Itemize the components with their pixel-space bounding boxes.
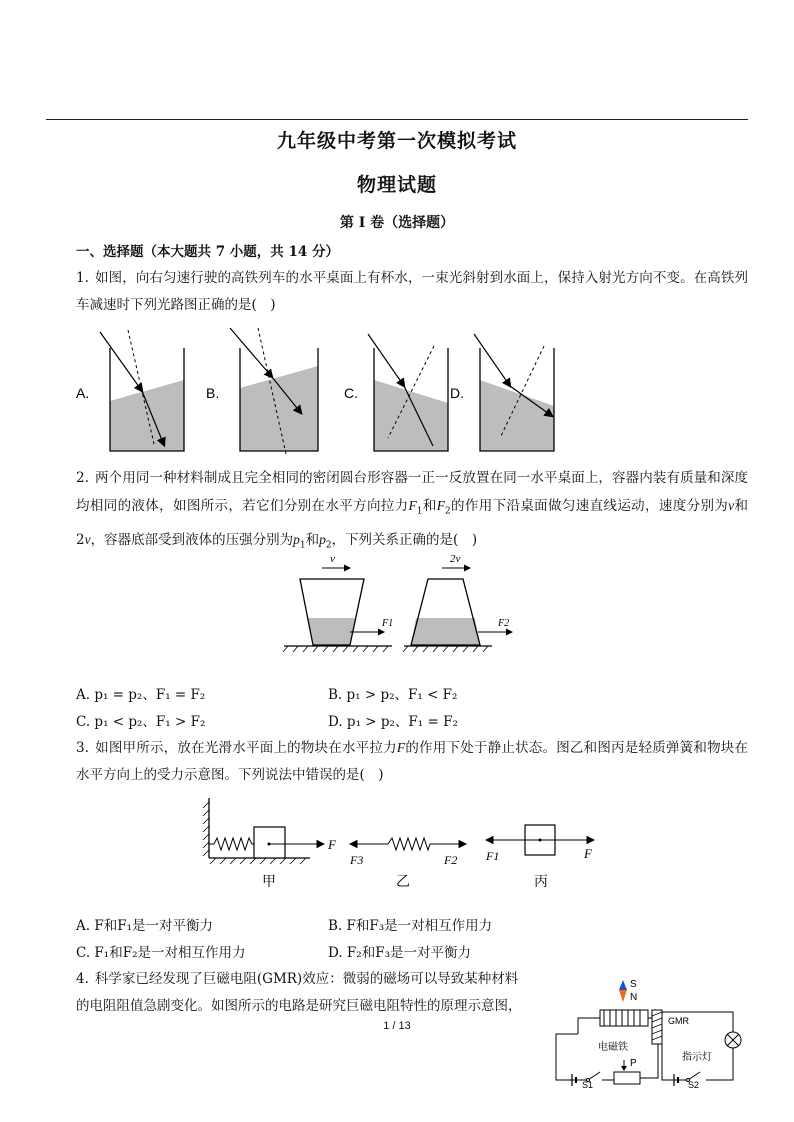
subject-title: 物理试题 (356, 174, 437, 196)
q3-option-a[interactable]: A. F和F₁是一对平衡力 (76, 918, 213, 934)
q2-option-c[interactable]: C. p₁ < p₂、F₁ > F₂ (76, 714, 206, 730)
q2-figure (280, 552, 520, 658)
q2-left-hatch (283, 646, 388, 652)
q3-caption-jia: 甲 (262, 873, 276, 889)
q2-velocity-label-2: 2v (450, 553, 461, 565)
volume-title: 第 I 卷（选择题） (339, 215, 455, 231)
q4-label-electromagnet: 电磁铁 (598, 1042, 628, 1053)
q3-block-jia (254, 827, 285, 858)
q1-label-a: A. (76, 385, 90, 401)
q3-force-label-f: F (328, 837, 336, 852)
q2-stem-d: ，下列关系正确的是( ) (331, 531, 478, 548)
q4-label-s: S (630, 979, 637, 990)
q3-stem-b: 的作用下处于静止状态。图乙和图丙是轻质弹簧和物块在水平方向上的受力示意图。下列说法中错误的是( ) (76, 740, 749, 783)
q4-switch-s1 (588, 1072, 600, 1080)
q2-right-hatch (403, 646, 488, 652)
q2-number: 2. (76, 470, 89, 486)
q4-label-lamp: 指示灯 (682, 1052, 712, 1063)
q1-a-water (110, 380, 184, 451)
q2-option-d[interactable]: D. p₁ > p₂、F₁ = F₂ (328, 714, 458, 730)
q3-option-c[interactable]: C. F₁和F₂是一对相互作用力 (76, 945, 246, 961)
q4-switch-s2 (688, 1072, 700, 1080)
q4-label-n: N (630, 992, 638, 1003)
q2-velocity-label-1: v (330, 553, 335, 565)
q3-caption-bing: 丙 (534, 873, 548, 889)
q3-force-label-f-bing: F (584, 846, 592, 861)
q2-text: 2. 两个用同一种材料制成且完全相同的密闭圆台形容器一正一反放置在同一水平桌面上，容器内装有质量和深度均相同的液体，如图所示，若它们分别在水平方向拉力$F_1$和$F_2$的作用下沿桌面做匀速直线运动，速度分别为v和2v，容器底部受到液体的压强分别为$p_1$和$p_2$，下列关系正确的是( ) (76, 470, 749, 551)
q4-line-2: 的电阻阻值急剧变化。如图所示的电路是研究巨磁电阻特性的原理示意图， (76, 998, 522, 1014)
q3-stem-a: 如图甲所示，放在光滑水平面上的物块在水平拉力 (94, 740, 397, 756)
q1-number: 1. (76, 270, 89, 286)
section-heading: 一、选择题（本大题共 7 小题，共 14 分） (76, 244, 339, 260)
q2-stem-b: 的作用下沿桌面做匀速直线运动，速度分别为 (450, 498, 729, 514)
q3-force-label-f3: F3 (350, 853, 364, 867)
q4-number: 4. (76, 971, 89, 987)
q3-text: 3. 如图甲所示，放在光滑水平面上的物块在水平拉力F的作用下处于静止状态。图乙和图丙是轻质弹簧和物块在水平方向上的受力示意图。下列说法中错误的是( ) (76, 740, 749, 783)
q2-force-label-1: F1 (382, 618, 394, 629)
exam-title: 九年级中考第一次模拟考试 (276, 130, 517, 152)
q2-stem-c: ，容器底部受到液体的压强分别为 (90, 531, 294, 548)
q1-a-incident-ray (100, 332, 142, 391)
q3-wall-hatch (203, 802, 209, 856)
q3-floor-hatch (210, 858, 306, 864)
q4-label-gmr: GMR (668, 1016, 689, 1026)
q1-b-water (240, 366, 318, 451)
q4-text (76, 966, 536, 1020)
q3-number: 3. (76, 740, 89, 756)
q2-force-label-2: F2 (498, 618, 510, 629)
q3-force-label-f2: F2 (444, 853, 458, 867)
q1-label-b: B. (206, 385, 220, 401)
q2-stem-a: 两个用同一种材料制成且完全相同的密闭圆台形容器一正一反放置在同一水平桌面上，容器内装有质量和深度均相同的液体，如图所示，若它们分别在水平方向拉力 (76, 470, 748, 514)
q2-left-liquid (308, 618, 355, 645)
q4-label-s2: S2 (688, 1080, 700, 1090)
q3-option-b[interactable]: B. F和F₃是一对相互作用力 (328, 918, 493, 934)
q3-spring-jia (209, 838, 254, 850)
q1-c-water (374, 380, 448, 451)
q4-label-p: P (630, 1058, 637, 1069)
q4-needle-north (619, 990, 627, 1002)
q4-rheostat (614, 1072, 640, 1084)
q2-option-b[interactable]: B. p₁ > p₂、F₁ < F₂ (328, 687, 458, 703)
q3-spring-yi (388, 838, 430, 850)
q3-option-d[interactable]: D. F₂和F₃是一对平衡力 (328, 945, 471, 961)
q1-label-d: D. (450, 385, 464, 401)
q3-figure (200, 794, 620, 894)
header-rule (46, 119, 748, 120)
q3-force-label-f1: F1 (486, 849, 500, 863)
q1-label-c: C. (344, 385, 358, 401)
q4-needle-south (619, 980, 627, 990)
q1-stem: 如图，向右匀速行驶的高铁列车的水平桌面上有杯水，一束光斜射到水面上，保持入射光方向不变。在高铁列车减速时下列光路图正确的是( ) (76, 270, 748, 313)
q4-label-s1: S1 (582, 1080, 594, 1090)
q3-caption-yi: 乙 (396, 873, 410, 889)
q1-b-incident-ray (230, 328, 272, 377)
q2-option-a[interactable]: A. p₁ = p₂、F₁ = F₂ (76, 687, 206, 703)
q2-right-liquid (411, 618, 480, 645)
q4-figure (548, 976, 748, 1090)
q1-figure (76, 328, 566, 456)
page-number: 1 / 13 (383, 1020, 411, 1032)
q4-line-1: 科学家已经发现了巨磁电阻(GMR)效应：微弱的磁场可以导致某种材料 (94, 971, 519, 987)
q1-text (76, 265, 748, 319)
